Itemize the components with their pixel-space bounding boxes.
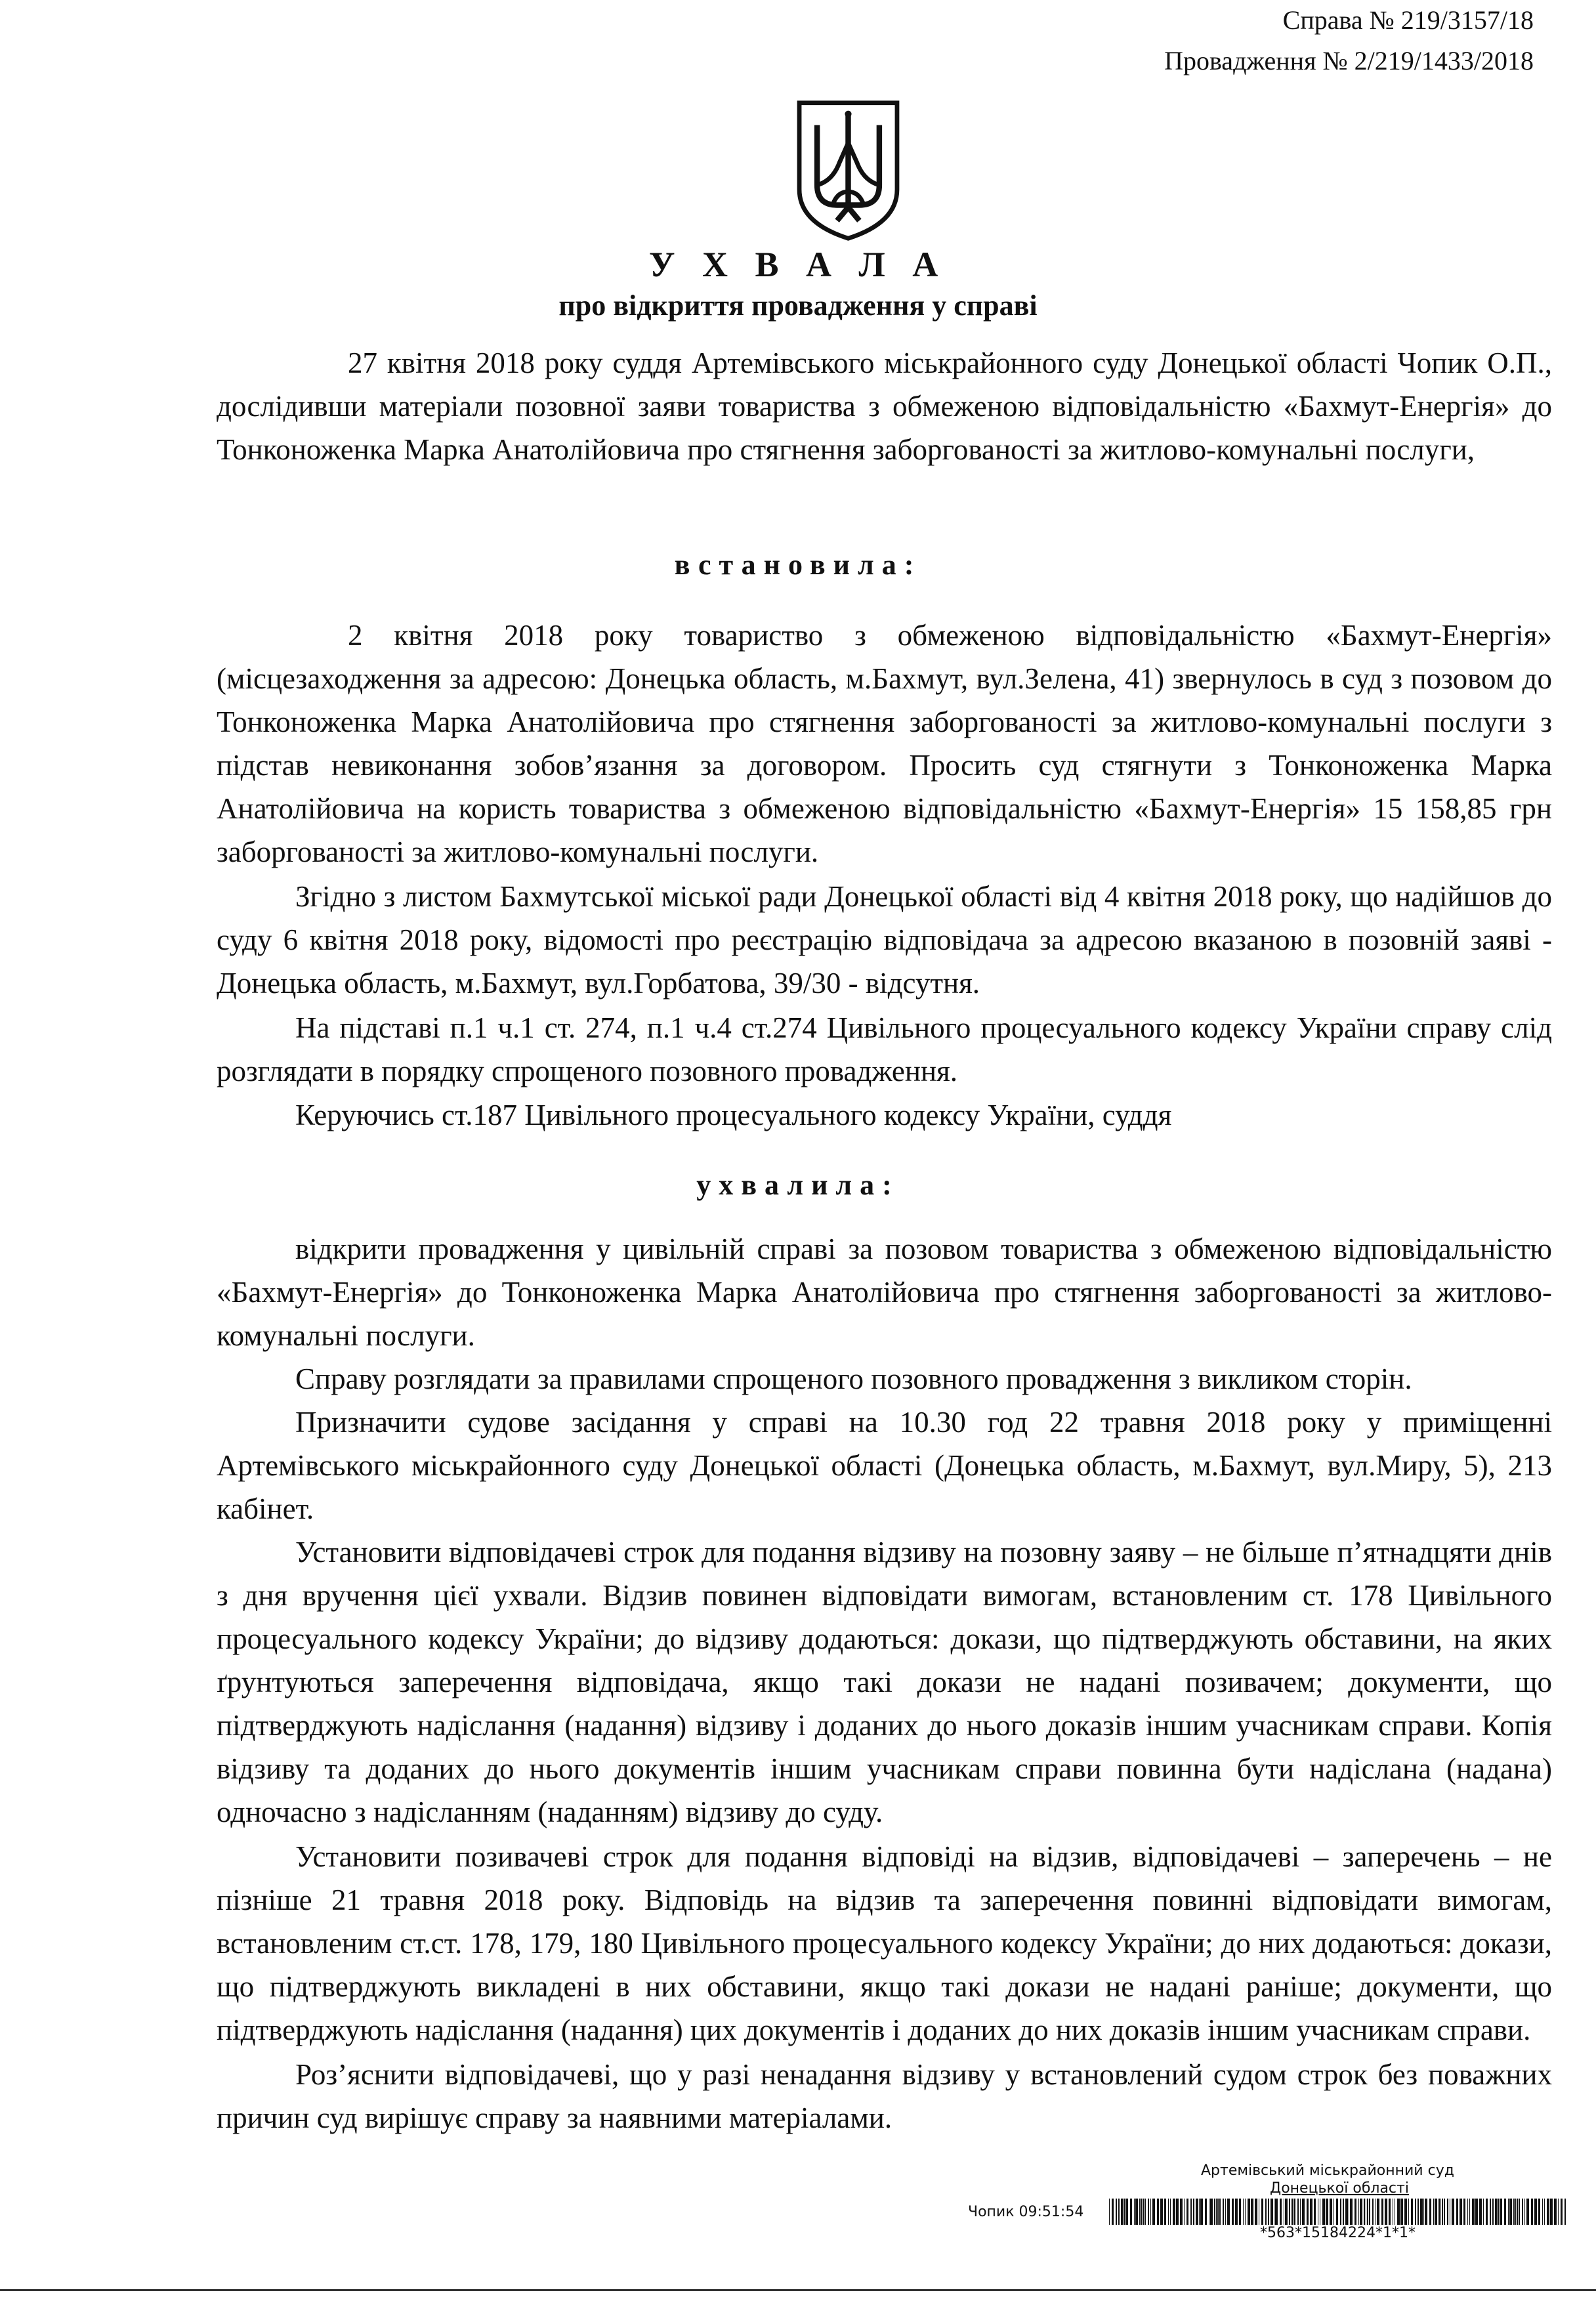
barcode-bar — [1542, 2199, 1543, 2225]
ruling-paragraph: Призначити судове засідання у справі на 10.30 год 22 травня 2018 року у приміщенні Артемівського міськрайонного суду Донецької області (Донецька область, м.Бахмут, вул.Миру, 5), 213 кабінет. — [217, 1406, 1552, 1525]
barcode-bar — [1330, 2199, 1332, 2225]
barcode-bar — [1343, 2199, 1344, 2225]
barcode-bar — [1232, 2199, 1234, 2225]
barcode-bar — [1326, 2199, 1328, 2225]
barcode-bar — [1265, 2199, 1267, 2225]
barcode-bar — [1522, 2199, 1523, 2225]
barcode-bar — [1350, 2199, 1353, 2225]
barcode-bar — [1292, 2199, 1293, 2225]
barcode-bar — [1214, 2199, 1215, 2225]
barcode-bar — [1225, 2199, 1226, 2225]
barcode-bar — [1561, 2199, 1563, 2225]
barcode-bar — [1444, 2199, 1445, 2225]
barcode-number: *563*15184224*1*1* — [1260, 2225, 1416, 2241]
barcode-bar — [1291, 2199, 1292, 2225]
case-number: Справа № 219/3157/18 — [1282, 5, 1534, 35]
barcode-bar — [1397, 2199, 1400, 2225]
barcode-bar — [1310, 2199, 1312, 2225]
barcode-bar — [1135, 2199, 1138, 2225]
barcode-bar — [1216, 2199, 1217, 2225]
barcode-bar — [1210, 2199, 1213, 2225]
barcode-bar — [1440, 2199, 1441, 2225]
barcode-bar — [1504, 2199, 1506, 2225]
document-subtitle: про відкриття провадження у справі — [558, 289, 1038, 322]
barcode-bar — [1411, 2199, 1413, 2225]
ruling-paragraph: Роз’яснити відповідачеві, що у разі ненадання відзиву у встановлений судом строк без поважних причин суд вирішує справу за наявними матеріалами. — [217, 2058, 1552, 2134]
barcode-bar — [1360, 2199, 1362, 2225]
barcode-bar — [1196, 2199, 1198, 2225]
barcode-bar — [1243, 2199, 1244, 2225]
barcode-bar — [1170, 2199, 1171, 2225]
barcode-bar — [1438, 2199, 1440, 2225]
barcode-bar — [1184, 2199, 1185, 2225]
barcode-bar — [1429, 2199, 1431, 2225]
established-paragraph: На підставі п.1 ч.1 ст. 274, п.1 ч.4 ст.274 Цивільного процесуального кодексу України справу слід розглядати в порядку спрощеного позовного провадження. — [217, 1011, 1552, 1087]
barcode-bar — [1420, 2199, 1423, 2225]
barcode-bar — [1112, 2199, 1114, 2225]
barcode-bar — [1168, 2199, 1169, 2225]
barcode-bar — [1377, 2199, 1379, 2225]
barcode-bar — [1544, 2199, 1545, 2225]
barcode-bar — [1121, 2199, 1124, 2225]
barcode-bar — [1164, 2199, 1166, 2225]
barcode-bar — [1381, 2199, 1383, 2225]
stamp-court-name: Артемівський міськрайонний суд — [1201, 2162, 1454, 2179]
barcode-bar — [1193, 2199, 1194, 2225]
ruling-paragraph: Справу розглядати за правилами спрощеного позовного провадження з викликом сторін. — [295, 1362, 1412, 1395]
barcode-bar — [1340, 2199, 1341, 2225]
barcode-bar — [1116, 2199, 1117, 2225]
barcode-bar — [1408, 2199, 1409, 2225]
barcode-bar — [1255, 2199, 1257, 2225]
barcode-bar — [1160, 2199, 1163, 2225]
ruling-paragraph: Установити відповідачеві строк для подання відзиву на позовну заяву – не більше п’ятнадцяти днів з дня вручення цієї ухвали. Відзив повинен відповідати вимогам, встановленим ст. 178 Цивільного процесуального кодексу України; до відзиву додаються: докази, що підтверджують обставини, на яких ґрунтуються заперечення відповідача, якщо такі докази не надані позивачем; документи, що підтверджують надіслання (надання) відзиву і доданих до нього доказів іншим учасникам справи. Копія відзиву та доданих до нього документів іншим учасникам справи повинна бути надіслана (надана) одночасно з надісланням (наданням) відзиву до суду. — [217, 1536, 1552, 1828]
barcode-bar — [1483, 2199, 1484, 2225]
barcode-bar — [1354, 2199, 1356, 2225]
barcode-bar — [1400, 2199, 1403, 2225]
barcode-bar — [1300, 2199, 1301, 2225]
barcode-bar — [1358, 2199, 1359, 2225]
barcode-bar — [1239, 2199, 1241, 2225]
barcode-bar — [1280, 2199, 1282, 2225]
barcode-bar — [1564, 2199, 1566, 2225]
ruled-heading: ухвалила: — [696, 1169, 900, 1201]
barcode-bar — [1492, 2199, 1494, 2225]
barcode-bar — [1173, 2199, 1175, 2225]
barcode-bar — [1130, 2199, 1132, 2225]
trident-coat-of-arms-icon — [791, 98, 906, 243]
barcode-bar — [1500, 2199, 1502, 2225]
barcode-bar — [1235, 2199, 1238, 2225]
barcode-bar — [1180, 2199, 1183, 2225]
barcode-bar — [1109, 2199, 1110, 2225]
ruling-paragraph: відкрити провадження у цивільній справі за позовом товариства з обмеженою відповідальністю «Бахмут-Енергія» до Тонконоженка Марка Анатолійовича про стягнення заборгованості за житлово-комунальні послуги. — [217, 1233, 1552, 1352]
barcode-bar — [1472, 2199, 1475, 2225]
barcode-bar — [1199, 2199, 1200, 2225]
case-reference — [1164, 0, 1534, 81]
barcode-bar — [1217, 2199, 1219, 2225]
barcode-bar — [1447, 2199, 1448, 2225]
barcode-bar — [1144, 2199, 1146, 2225]
barcode-bar — [1404, 2199, 1407, 2225]
barcode-bar — [1302, 2199, 1305, 2225]
barcode-bar — [1141, 2199, 1142, 2225]
barcode-bar — [1515, 2199, 1516, 2225]
barcode-bar — [1223, 2199, 1224, 2225]
barcode-bar — [1124, 2199, 1125, 2225]
barcode-bar — [1463, 2199, 1465, 2225]
barcode-bar — [1261, 2199, 1263, 2225]
established-heading: встановила: — [674, 549, 922, 581]
barcode-bar — [1415, 2199, 1416, 2225]
barcode-bar — [1322, 2199, 1325, 2225]
barcode-bar — [1508, 2199, 1509, 2225]
barcode-bar — [1435, 2199, 1437, 2225]
barcode-bar — [1275, 2199, 1278, 2225]
barcode-bar — [1219, 2199, 1221, 2225]
barcode-bar — [1345, 2199, 1348, 2225]
barcode-bar — [1442, 2199, 1443, 2225]
barcode-bar — [1467, 2199, 1468, 2225]
barcode-bar — [1248, 2199, 1250, 2225]
stamp-registrar-time: Чопик 09:51:54 — [968, 2204, 1084, 2220]
barcode-bar — [1270, 2199, 1273, 2225]
established-paragraph: 2 квітня 2018 року товариство з обмеженою відповідальністю «Бахмут-Енергія» (місцезаходження за адресою: Донецька область, м.Бахмут, вул.Зелена, 41) звернулось в суд з позовом до Тонконоженка Марка Анатолійовича про стягнення заборгованості за житлово-комунальні послуги з підстав невиконання зобов’язання за договором. Просить суд стягнути з Тонконоженка Марка Анатолійовича на користь товариства з обмеженою відповідальністю «Бахмут-Енергія» 15 158,85 грн заборгованості за житлово-комунальні послуги. — [217, 619, 1552, 868]
ruling-paragraph: Установити позивачеві строк для подання відповіді на відзив, відповідачеві – заперечень – не пізніше 21 травня 2018 року. Відповідь на відзив та заперечення повинні відповідати вимогам, встановленим ст.ст. 178, 179, 180 Цивільного процесуального кодексу України; до них додаються: докази, що підтверджують викладені в них обставини, якщо такі докази не надані раніше; документи, що підтверджують надіслання (надання) цих документів і доданих до них доказів іншим учасникам справи. — [217, 1840, 1552, 2046]
registration-stamp — [919, 2159, 1575, 2241]
barcode-bar — [1125, 2199, 1128, 2225]
barcode-bar — [1375, 2199, 1376, 2225]
barcode-bar — [1469, 2199, 1470, 2225]
barcode-bar — [1517, 2199, 1518, 2225]
barcode-bar — [1558, 2199, 1559, 2225]
barcode-bar — [1134, 2199, 1135, 2225]
established-paragraph: Згідно з листом Бахмутської міської ради Донецької області від 4 квітня 2018 року, що надійшов до суду 6 квітня 2018 року, відомості про реєстрацію відповідача за адресою вказаною в позовній заяві - Донецька область, м.Бахмут, вул.Горбатова, 39/30 - відсутня. — [217, 880, 1552, 1000]
barcode-bar — [1534, 2199, 1537, 2225]
barcode-bar — [1456, 2199, 1458, 2225]
barcode-bar — [1531, 2199, 1533, 2225]
barcode-bar — [1519, 2199, 1520, 2225]
barcode-bar — [1336, 2199, 1338, 2225]
barcode-bar — [1547, 2199, 1549, 2225]
barcode-bar — [1418, 2199, 1419, 2225]
proceeding-number: Провадження № 2/219/1433/2018 — [1164, 46, 1534, 75]
barcode-bar — [1369, 2199, 1370, 2225]
barcode-bar — [1367, 2199, 1368, 2225]
barcode-bar — [1509, 2199, 1512, 2225]
barcode-bar — [1475, 2199, 1478, 2225]
stamp-court-region: Донецької області — [1270, 2180, 1409, 2197]
barcode-bar — [1150, 2199, 1151, 2225]
barcode-bar — [1118, 2199, 1120, 2225]
barcode-bar — [1297, 2199, 1299, 2225]
barcode-bar — [1285, 2199, 1288, 2225]
established-paragraph: Керуючись ст.187 Цивільного процесуального кодексу України, суддя — [295, 1099, 1172, 1131]
barcode-bar — [1452, 2199, 1454, 2225]
barcode-bar — [1314, 2199, 1316, 2225]
intro-paragraph: 27 квітня 2018 року суддя Артемівського міськрайонного суду Донецької області Чопик О.П., дослідивши матеріали позовної заяви товариства з обмеженою відповідальністю «Бахмут-Енергія» до Тонконоженка Марка Анатолійовича про стягнення заборгованості за житлово-комунальні послуги, — [217, 347, 1552, 466]
document-title: У Х В А Л А — [648, 245, 948, 284]
barcode-bar — [1550, 2199, 1553, 2225]
barcode-icon — [1109, 2199, 1568, 2225]
barcode-bar — [1307, 2199, 1309, 2225]
barcode-bar — [1389, 2199, 1391, 2225]
barcode-bar — [1268, 2199, 1269, 2225]
barcode-bar — [1289, 2199, 1290, 2225]
barcode-bar — [1479, 2199, 1482, 2225]
barcode-bar — [1513, 2199, 1515, 2225]
barcode-bar — [1554, 2199, 1557, 2225]
page-bottom-edge — [0, 2289, 1596, 2291]
barcode-bar — [1190, 2199, 1192, 2225]
barcode-bar — [1372, 2199, 1374, 2225]
barcode-bar — [1148, 2199, 1149, 2225]
barcode-bar — [1251, 2199, 1253, 2225]
barcode-bar — [1490, 2199, 1491, 2225]
barcode-bar — [1143, 2199, 1144, 2225]
barcode-bar — [1423, 2199, 1424, 2225]
barcode-bar — [1486, 2199, 1488, 2225]
barcode-bar — [1385, 2199, 1387, 2225]
barcode-bar — [1294, 2199, 1295, 2225]
barcode-bar — [1157, 2199, 1159, 2225]
barcode-bar — [1227, 2199, 1230, 2225]
barcode-bar — [1526, 2199, 1529, 2225]
barcode-bar — [1460, 2199, 1462, 2225]
barcode-bar — [1524, 2199, 1525, 2225]
barcode-bar — [1186, 2199, 1188, 2225]
barcode-bar — [1498, 2199, 1499, 2225]
barcode-bar — [1200, 2199, 1203, 2225]
barcode-bar — [1245, 2199, 1246, 2225]
barcode-bar — [1205, 2199, 1207, 2225]
barcode-bar — [1139, 2199, 1141, 2225]
barcode-bar — [1425, 2199, 1427, 2225]
barcode-bar — [1433, 2199, 1434, 2225]
barcode-bar — [1176, 2199, 1179, 2225]
barcode-bar — [1538, 2199, 1540, 2225]
barcode-bar — [1152, 2199, 1155, 2225]
barcode-bar — [1495, 2199, 1498, 2225]
barcode-bar — [1364, 2199, 1365, 2225]
